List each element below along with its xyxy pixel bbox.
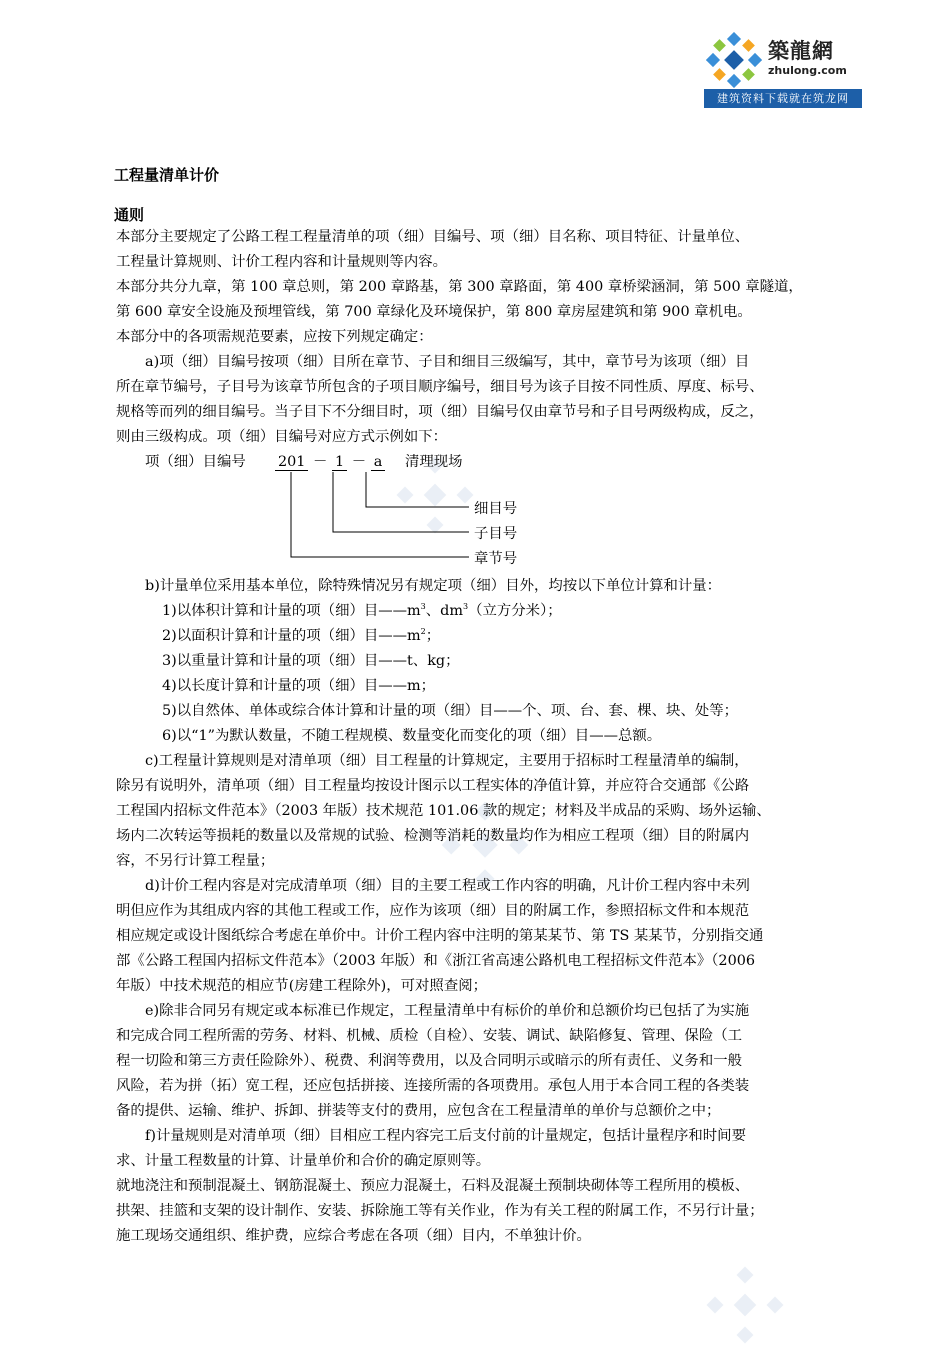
paragraph-line: a)项（细）目编号按项（细）目所在章节、子目和细目三级编写，其中，章节号为该项（细）目 [145, 354, 750, 370]
logo-url: zhulong.com [768, 64, 847, 77]
paragraph-line: 年版）中技术规范的相应节(房建工程除外)，可对照查阅； [116, 978, 487, 994]
unit-rule-1: 1)以体积计算和计量的项（细）目$——m^3$、$dm^3$（立方分米）； [162, 602, 562, 619]
code-separator: － [313, 454, 328, 470]
paragraph-line: 拱架、挂篮和支架的设计制作、安装、拆除施工等有关作业，作为有关工程的附属工作，不另行计量； [116, 1203, 764, 1219]
chapter-code: 201 [275, 454, 308, 471]
page-title: 工程量清单计价 [114, 166, 220, 184]
paragraph-line: 明但应作为其组成内容的其他工程或工作，应作为该项（细）目的附属工作，参照招标文件和本规范 [116, 903, 750, 919]
paragraph-line: 工程量计算规则、计价工程内容和计量规则等内容。 [116, 254, 447, 270]
paragraph-line: 施工现场交通组织、维护费，应综合考虑在各项（细）目内，不单独计价。 [116, 1228, 591, 1244]
paragraph-line: 则由三级构成。项（细）目编号对应方式示例如下： [116, 429, 447, 445]
paragraph-line: 本部分共分九章，第 100 章总则，第 200 章路基，第 300 章路面，第 400 章桥梁涵洞，第 500 章隧道， [116, 279, 803, 295]
paragraph-line: 和完成合同工程所需的劳务、材料、机械、质检（自检）、安装、调试、缺陷修复、管理、保险（工 [116, 1028, 742, 1044]
chapter-code-label: 章节号 [474, 551, 518, 567]
unit-rule-6: 6)以“1”为默认数量，不随工程规模、数量变化而变化的项（细）目——总额。 [162, 728, 662, 744]
item-code-label: 细目号 [474, 501, 518, 517]
unit-rule-5: 5)以自然体、单体或综合体计算和计量的项（细）目——个、项、台、套、棵、块、处等； [162, 703, 739, 719]
code-diagram-desc: 清理现场 [405, 454, 463, 470]
paragraph-line: 程一切险和第三方责任险除外）、税费、利润等费用，以及合同明示或暗示的所有责任、义务和一般 [116, 1053, 742, 1069]
subitem-code-label: 子目号 [474, 526, 518, 542]
paragraph-line: 本部分主要规定了公路工程工程量清单的项（细）目编号、项（细）目名称、项目特征、计量单位、 [116, 229, 750, 245]
item-code: a [371, 454, 386, 471]
code-diagram-label: 项（细）目编号 [145, 454, 246, 470]
paragraph-line: 规格等而列的细目编号。当子目下不分细目时，项（细）目编号仅由章节号和子目号两级构成，反之， [116, 404, 764, 420]
unit-rule-4: 4)以长度计算和计量的项（细）目——m； [162, 678, 436, 694]
unit-rule-3: 3)以重量计算和计量的项（细）目——t、kg； [162, 653, 460, 669]
paragraph-line: 容，不另行计算工程量； [116, 853, 275, 869]
paragraph-line: 求、计量工程数量的计算、计量单价和合价的确定原则等。 [116, 1153, 491, 1169]
logo-slogan: 建筑资料下载就在筑龙网 [704, 89, 862, 108]
paragraph-line: f)计量规则是对清单项（细）目相应工程内容完工后支付前的计量规定，包括计量程序和时间要 [145, 1128, 746, 1144]
paragraph-line: 所在章节编号，子目号为该章节所包含的子项目顺序编号，细目号为该子目按不同性质、厚度、标号、 [116, 379, 764, 395]
paragraph-line: 场内二次转运等损耗的数量以及常规的试验、检测等消耗的数量均作为相应工程项（细）目的附属内 [116, 828, 750, 844]
paragraph-line: 除另有说明外，清单项（细）目工程量均按设计图示以工程实体的净值计算，并应符合交通部《公路 [116, 778, 750, 794]
paragraph-line: 第 600 章安全设施及预埋管线，第 700 章绿化及环境保护，第 800 章房屋建筑和第 900 章机电。 [116, 304, 752, 320]
paragraph-line: c)工程量计算规则是对清单项（细）目工程量的计算规定，主要用于招标时工程量清单的编制， [145, 753, 749, 769]
unit-rule-2: 2)以面积计算和计量的项（细）目$——m^2$； [162, 627, 441, 644]
subitem-code: 1 [332, 454, 347, 471]
paragraph-line: 就地浇注和预制混凝土、钢筋混凝土、预应力混凝土，石料及混凝土预制块砌体等工程所用的模板、 [116, 1178, 750, 1194]
paragraph-line: e)除非合同另有规定或本标准已作规定，工程量清单中有标价的单价和总额价均已包括了为实施 [145, 1003, 750, 1019]
paragraph-line: 风险，若为拼（拓）宽工程，还应包括拼接、连接所需的各项费用。承包人用于本合同工程的各类装 [116, 1078, 750, 1094]
paragraph-line: d)计价工程内容是对完成清单项（细）目的主要工程或工作内容的明确，凡计价工程内容中未列 [145, 878, 750, 894]
paragraph-line: 相应规定或设计图纸综合考虑在单价中。计价工程内容中注明的第某某节、第 TS 某某节，分别指交通 [116, 928, 764, 944]
logo-name: 築龍網 [768, 39, 834, 63]
paragraph-line: 工程国内招标文件范本》（2003 年版）技术规范 101.06 款的规定；材料及半成品的采购、场外运输、 [116, 803, 771, 819]
paragraph-line: 备的提供、运输、维护、拆卸、拼装等支付的费用，应包含在工程量清单的单价与总额价之中； [116, 1103, 721, 1119]
paragraph-line: 部《公路工程国内招标文件范本》（2003 年版）和《浙江省高速公路机电工程招标文件范本》（2006 [116, 953, 756, 969]
section-heading: 通则 [114, 206, 145, 224]
paragraph-line: b)计量单位采用基本单位，除特殊情况另有规定项（细）目外，均按以下单位计算和计量： [145, 578, 722, 594]
paragraph-line: 本部分中的各项需规范要素，应按下列规定确定： [116, 329, 433, 345]
code-separator: － [351, 454, 367, 470]
